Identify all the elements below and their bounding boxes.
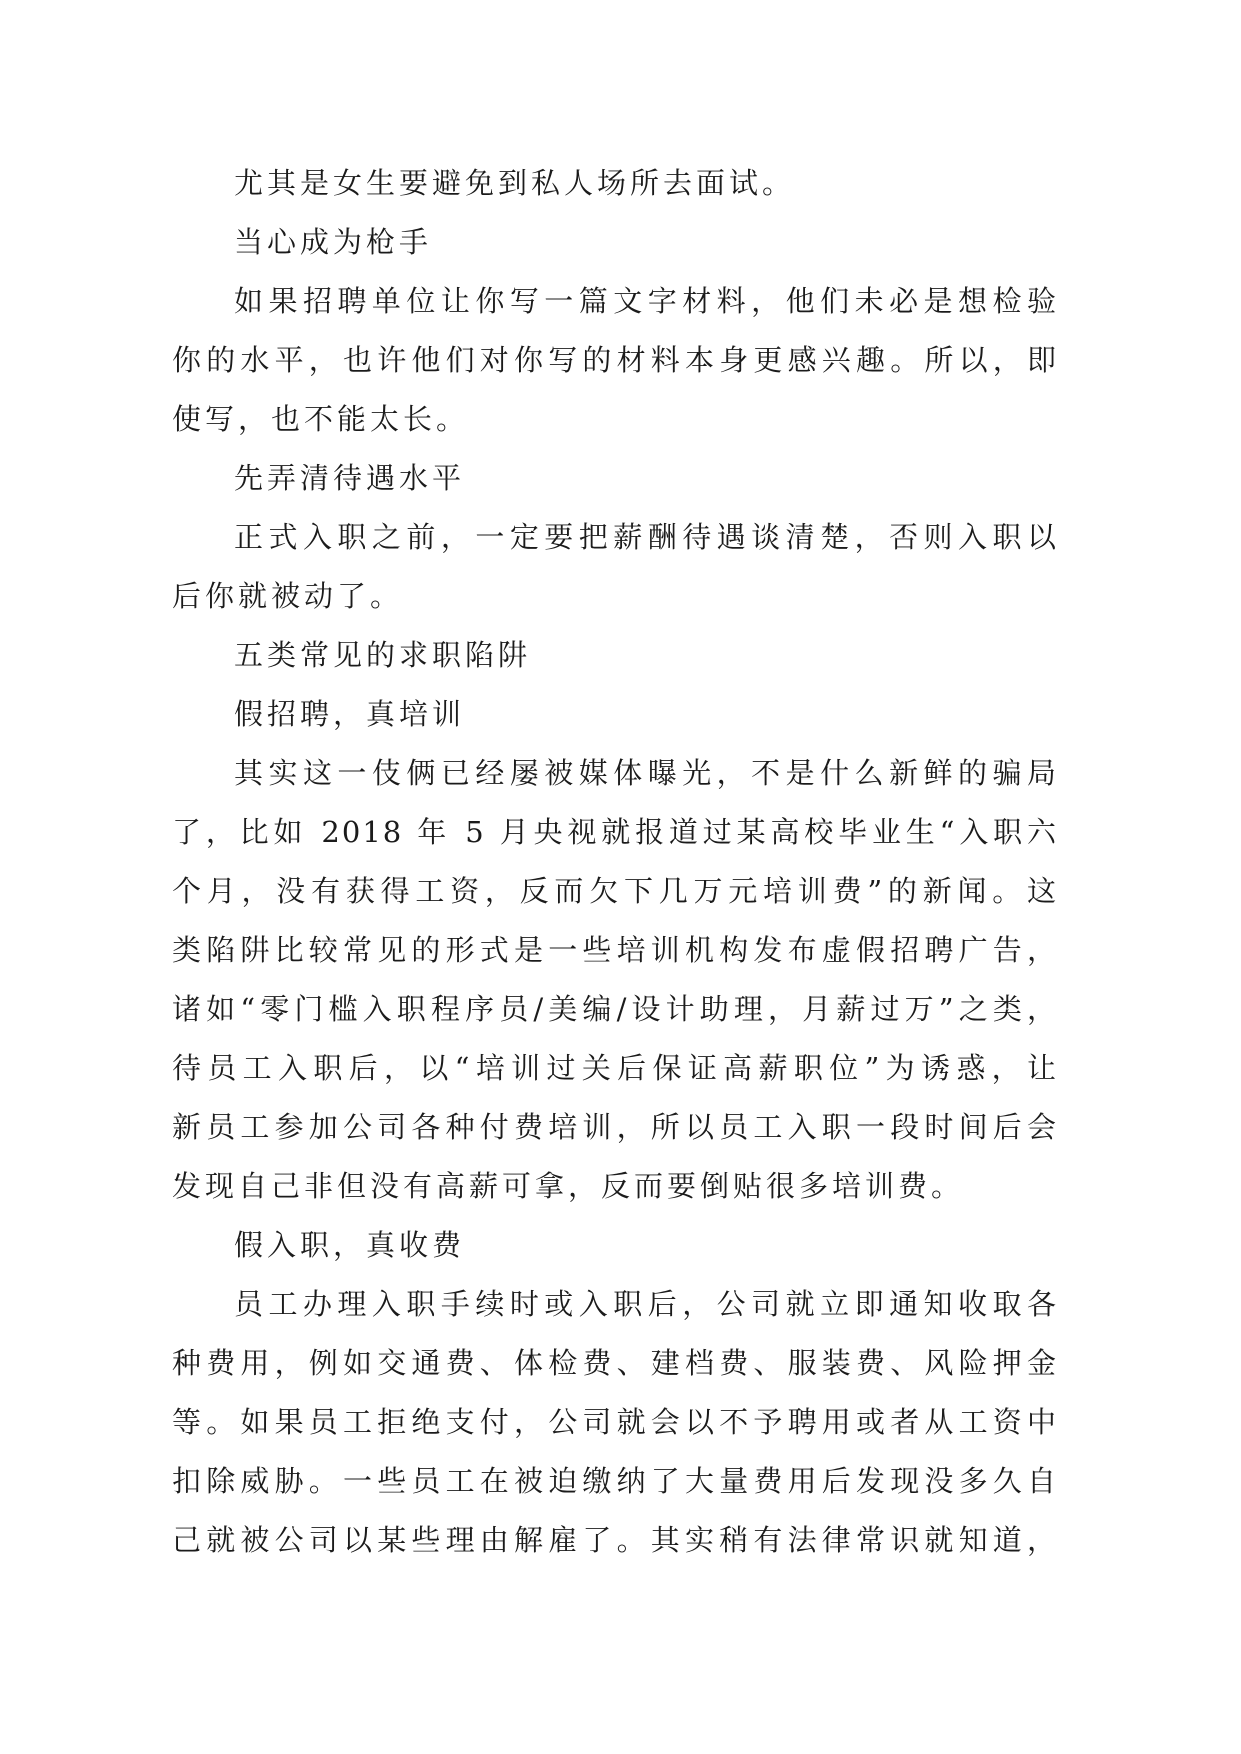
section-heading: [172, 449, 1058, 508]
paragraph-line: 你的水平，也许他们对你写的材料本身更感兴趣。所以，即: [172, 343, 1058, 377]
paragraph-line: 待员工入职后，以“培训过关后保证高薪职位”为诱惑，让: [172, 1051, 1058, 1085]
paragraph-line: 扣除威胁。一些员工在被迫缴纳了大量费用后发现没多久自: [172, 1464, 1058, 1498]
paragraph: [172, 272, 1058, 449]
paragraph-line: 发现自己非但没有高薪可拿，反而要倒贴很多培训费。: [172, 1169, 965, 1203]
paragraph-line: 如果招聘单位让你写一篇文字材料，他们未必是想检验: [234, 284, 1058, 318]
paragraph-line: 诸如“零门槛入职程序员/美编/设计助理，月薪过万”之类，: [172, 992, 1058, 1026]
paragraph: [172, 508, 1058, 626]
paragraph-line: 了，比如 2018 年 5 月央视就报道过某高校毕业生“入职六: [172, 815, 1058, 849]
paragraph-line: 己就被公司以某些理由解雇了。其实稍有法律常识就知道，: [172, 1523, 1058, 1557]
heading-line: 当心成为枪手: [234, 225, 433, 259]
section-heading: [172, 685, 1058, 744]
heading-line: 先弄清待遇水平: [234, 461, 466, 495]
paragraph: [172, 1275, 1058, 1570]
section-heading: [172, 213, 1058, 272]
section-heading: [172, 1216, 1058, 1275]
paragraph: [172, 154, 1058, 213]
heading-line: 假招聘，真培训: [234, 697, 466, 731]
paragraph-line: 后你就被动了。: [172, 579, 404, 613]
heading-line: 假入职，真收费: [234, 1228, 466, 1262]
document-body: [172, 154, 1058, 1570]
paragraph-line: 正式入职之前，一定要把薪酬待遇谈清楚，否则入职以: [234, 520, 1058, 554]
paragraph-line: 个月，没有获得工资，反而欠下几万元培训费”的新闻。这: [172, 874, 1058, 908]
paragraph-line: 尤其是女生要避免到私人场所去面试。: [234, 166, 796, 200]
paragraph-line: 等。如果员工拒绝支付，公司就会以不予聘用或者从工资中: [172, 1405, 1058, 1439]
paragraph-line: 其实这一伎俩已经屡被媒体曝光，不是什么新鲜的骗局: [234, 756, 1058, 790]
section-heading: [172, 626, 1058, 685]
paragraph-line: 新员工参加公司各种付费培训，所以员工入职一段时间后会: [172, 1110, 1058, 1144]
paragraph: [172, 744, 1058, 1216]
paragraph-line: 员工办理入职手续时或入职后，公司就立即通知收取各: [234, 1287, 1058, 1321]
paragraph-line: 种费用，例如交通费、体检费、建档费、服装费、风险押金: [172, 1346, 1058, 1380]
heading-line: 五类常见的求职陷阱: [234, 638, 532, 672]
paragraph-line: 使写，也不能太长。: [172, 402, 470, 436]
paragraph-line: 类陷阱比较常见的形式是一些培训机构发布虚假招聘广告，: [172, 933, 1058, 967]
